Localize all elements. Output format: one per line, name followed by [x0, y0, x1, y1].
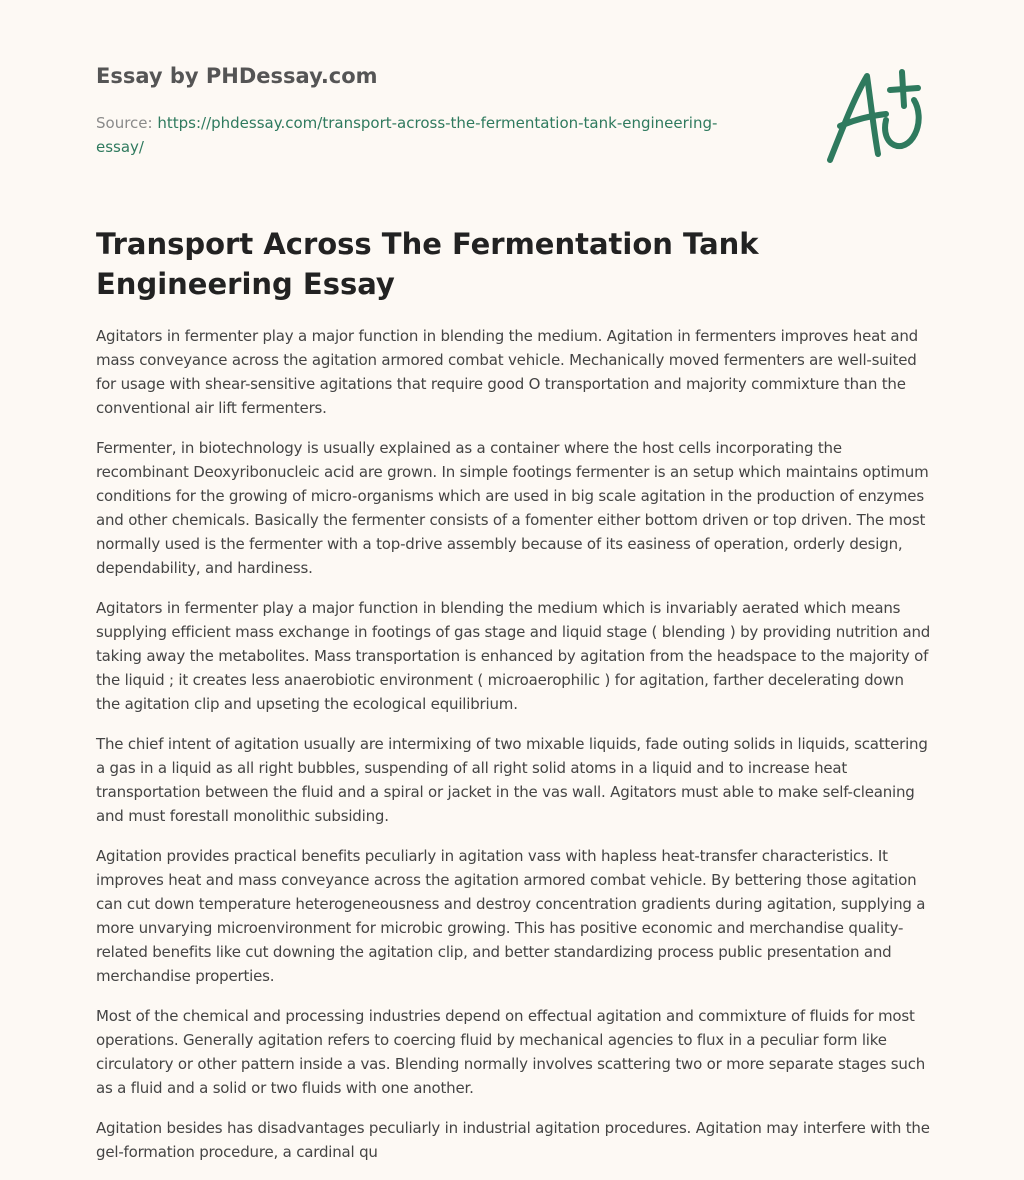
- essay-paragraph: Fermenter, in biotechnology is usually explained as a container where the host cells incorporating the recombinant Deoxyribonucleic acid are grown. In simple footings fermenter is an setup which maintains optimum conditions for the growing of micro-organisms which are used in big scale agitation in the production of enzymes and other chemicals. Basically the fermenter consists of a fomenter either bottom driven or top driven. The most normally used is the fermenter with a top-drive assembly because of its easiness of operation, orderly design, dependability, and hardiness.: [96, 439, 929, 577]
- a-plus-logo-icon: [820, 64, 930, 168]
- source-label: Source:: [96, 114, 153, 132]
- essay-paragraph: Agitation besides has disadvantages peculiarly in industrial agitation procedures. Agitation may interfere with the gel-formation procedure, a cardinal qu: [96, 1119, 930, 1161]
- essay-paragraph: Agitators in fermenter play a major function in blending the medium which is invariably aerated which means supplying efficient mass exchange in footings of gas stage and liquid stage ( blending ) by providing nutrition and taking away the metabolites. Mass transportation is enhanced by agitation from the headspace to the majority of the liquid ; it creates less anaerobiotic environment ( microaerophilic ) for agitation, farther decelerating down the agitation clip and upseting the ecological equilibrium.: [96, 599, 931, 713]
- essay-paragraph: Most of the chemical and processing industries depend on effectual agitation and commixture of fluids for most operations. Generally agitation refers to coercing fluid by mechanical agencies to flux in a peculiar form like circulatory or other pattern inside a vas. Blending normally involves scattering two or more separate stages such as a fluid and a solid or two fluids with one another.: [96, 1007, 926, 1097]
- source-line: [96, 111, 736, 159]
- essay-title: Transport Across The Fermentation Tank Engineering Essay: [96, 227, 759, 301]
- source-link[interactable]: https://phdessay.com/transport-across-the-fermentation-tank-engineering-essay/: [96, 114, 718, 156]
- essay-paragraph: Agitation provides practical benefits peculiarly in agitation vass with hapless heat-transfer characteristics. It improves heat and mass conveyance across the agitation armored combat vehicle. By bettering those agitation can cut down temperature heterogeneousness and destroy concentration gradients during agitation, supplying a more unvarying microenvironment for microbic growing. This has positive economic and merchandise quality-related benefits like cut downing the agitation clip, and better standardizing process public presentation and merchandise properties.: [96, 847, 926, 985]
- essay-paragraph: The chief intent of agitation usually are intermixing of two mixable liquids, fade outing solids in liquids, scattering a gas in a liquid as all right bubbles, suspending of all right solid atoms in a liquid and to increase heat transportation between the fluid and a spiral or jacket in the vas wall. Agitators must able to make self-cleaning and must forestall monolithic subsiding.: [96, 735, 928, 825]
- essay-body: [96, 324, 932, 1180]
- essay-paragraph: Agitators in fermenter play a major function in blending the medium. Agitation in fermenters improves heat and mass conveyance across the agitation armored combat vehicle. Mechanically moved fermenters are well-suited for usage with shear-sensitive agitations that require good O transportation and majority commixture than the conventional air lift fermenters.: [96, 327, 918, 417]
- site-name: Essay by PHDessay.com: [96, 64, 378, 88]
